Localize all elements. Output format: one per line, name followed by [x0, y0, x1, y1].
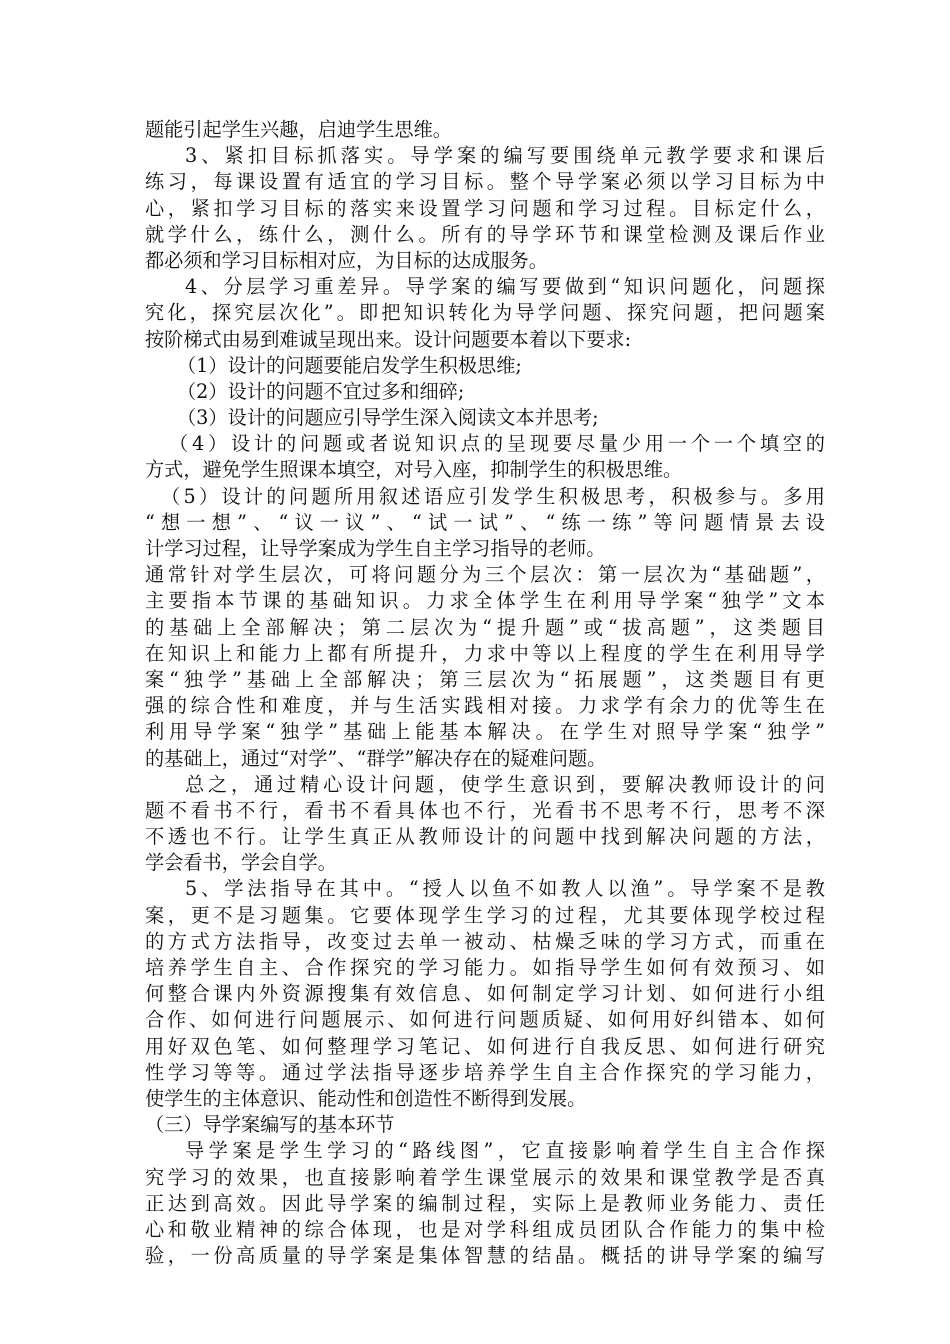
text-line: 利用导学案“独学”基础上能基本解决。在学生对照导学案“独学”	[145, 720, 825, 744]
text-line: 不透也不行。让学生真正从教师设计的问题中找到解决问题的方法，	[145, 825, 825, 849]
text-line: 的方式方法指导，改变过去单一被动、枯燥乏味的学习方式，而重在	[145, 929, 825, 953]
text-line: 学会看书，学会自学。	[145, 851, 337, 875]
text-line: “想一想”、“议一议”、“试一试”、“练一练”等问题情景去设	[145, 510, 825, 534]
text-line: 案，更不是习题集。它要体现学生学习的过程，尤其要体现学校过程	[145, 903, 825, 927]
text-line: 练习，每课设置有适宜的学习目标。整个导学案必须以学习目标为中	[145, 170, 825, 194]
text-line: 题不看书不行，看书不看具体也不行，光看书不思考不行，思考不深	[145, 798, 825, 822]
text-line: （2）设计的问题不宜过多和细碎;	[177, 379, 465, 403]
text-line: 总之，通过精心设计问题，使学生意识到，要解决教师设计的问	[185, 772, 825, 796]
text-line: 心，紧扣学习目标的落实来设置学习问题和学习过程。目标定什么，	[145, 196, 825, 220]
text-line: 在知识上和能力上都有所提升，力求中等以上程度的学生在利用导学	[145, 641, 825, 665]
text-line: 就学什么，练什么，测什么。所有的导学环节和课堂检测及课后作业	[145, 222, 825, 246]
text-line: 强的综合性和难度，并与生活实践相对接。力求学有余力的优等生在	[145, 694, 825, 718]
text-line: 都必须和学习目标相对应，为目标的达成服务。	[145, 248, 548, 272]
text-line: （5）设计的问题所用叙述语应引发学生积极思考，积极参与。多用	[161, 484, 825, 508]
document-body	[145, 117, 825, 1269]
text-line: 主要指本节课的基础知识。力求全体学生在利用导学案“独学”文本	[145, 589, 825, 613]
text-line: 培养学生自主、合作探究的学习能力。如指导学生如何有效预习、如	[145, 956, 825, 979]
text-line: 究学习的效果，也直接影响着学生课堂展示的效果和课堂教学是否真	[145, 1165, 825, 1189]
text-line: 验，一份高质量的导学案是集体智慧的结晶。概括的讲导学案的编写	[145, 1244, 825, 1268]
text-line: 计学习过程，让导学案成为学生自主学习指导的老师。	[145, 537, 606, 560]
text-line: 导学案是学生学习的“路线图”，它直接影响着学生自主合作探	[185, 1139, 825, 1163]
text-line: 题能引起学生兴趣，启迪学生思维。	[145, 118, 452, 141]
text-line: 合作、如何进行问题展示、如何进行问题质疑、如何用好纠错本、如何	[145, 1008, 825, 1032]
text-line: 的基础上全部解决；第二层次为“提升题”或“拔高题”，这类题目	[145, 615, 825, 639]
text-line: 用好双色笔、如何整理学习笔记、如何进行自我反思、如何进行研究	[145, 1034, 825, 1058]
text-line: 按阶梯式由易到难诚呈现出来。设计问题要本着以下要求:	[145, 327, 632, 351]
text-line: （1）设计的问题要能启发学生积极思维;	[177, 353, 522, 377]
text-line: 5、学法指导在其中。“授人以鱼不如教人以渔”。导学案不是教	[185, 877, 825, 901]
text-line: 案“独学”基础上全部解决；第三层次为“拓展题”，这类题目有更	[145, 667, 825, 691]
text-line: 究化，探究层次化”。即把知识转化为导学问题、探究问题，把问题案	[145, 301, 825, 325]
text-line: 通常针对学生层次，可将问题分为三个层次：第一层次为“基础题”，	[145, 563, 825, 587]
text-line: 何整合课内外资源搜集有效信息、如何制定学习计划、如何进行小组	[145, 982, 825, 1006]
text-line: 性学习等等。通过学法指导逐步培养学生自主合作探究的学习能力，	[145, 1060, 825, 1084]
text-line: 方式，避免学生照课本填空，对号入座，抑制学生的积极思维。	[145, 458, 683, 482]
text-line: （4）设计的问题或者说知识点的呈现要尽量少用一个一个填空的	[169, 432, 825, 456]
text-line: 3、紧扣目标抓落实。导学案的编写要围绕单元教学要求和课后	[185, 144, 825, 168]
section-heading: （三）导学案编写的基本环节	[145, 1113, 395, 1137]
text-line: 正达到高效。因此导学案的编制过程，实际上是教师业务能力、责任	[145, 1191, 825, 1215]
text-line: 使学生的主体意识、能动性和创造性不断得到发展。	[145, 1086, 587, 1110]
text-line: 4、分层学习重差异。导学案的编写要做到“知识问题化，问题探	[185, 275, 825, 299]
text-line: 心和敬业精神的综合体现，也是对学科组成员团队合作能力的集中检	[145, 1217, 825, 1241]
text-line: （3）设计的问题应引导学生深入阅读文本并思考;	[177, 406, 599, 430]
text-line: 的基础上，通过“对学”、“群学”解决存在的疑难问题。	[145, 746, 607, 770]
